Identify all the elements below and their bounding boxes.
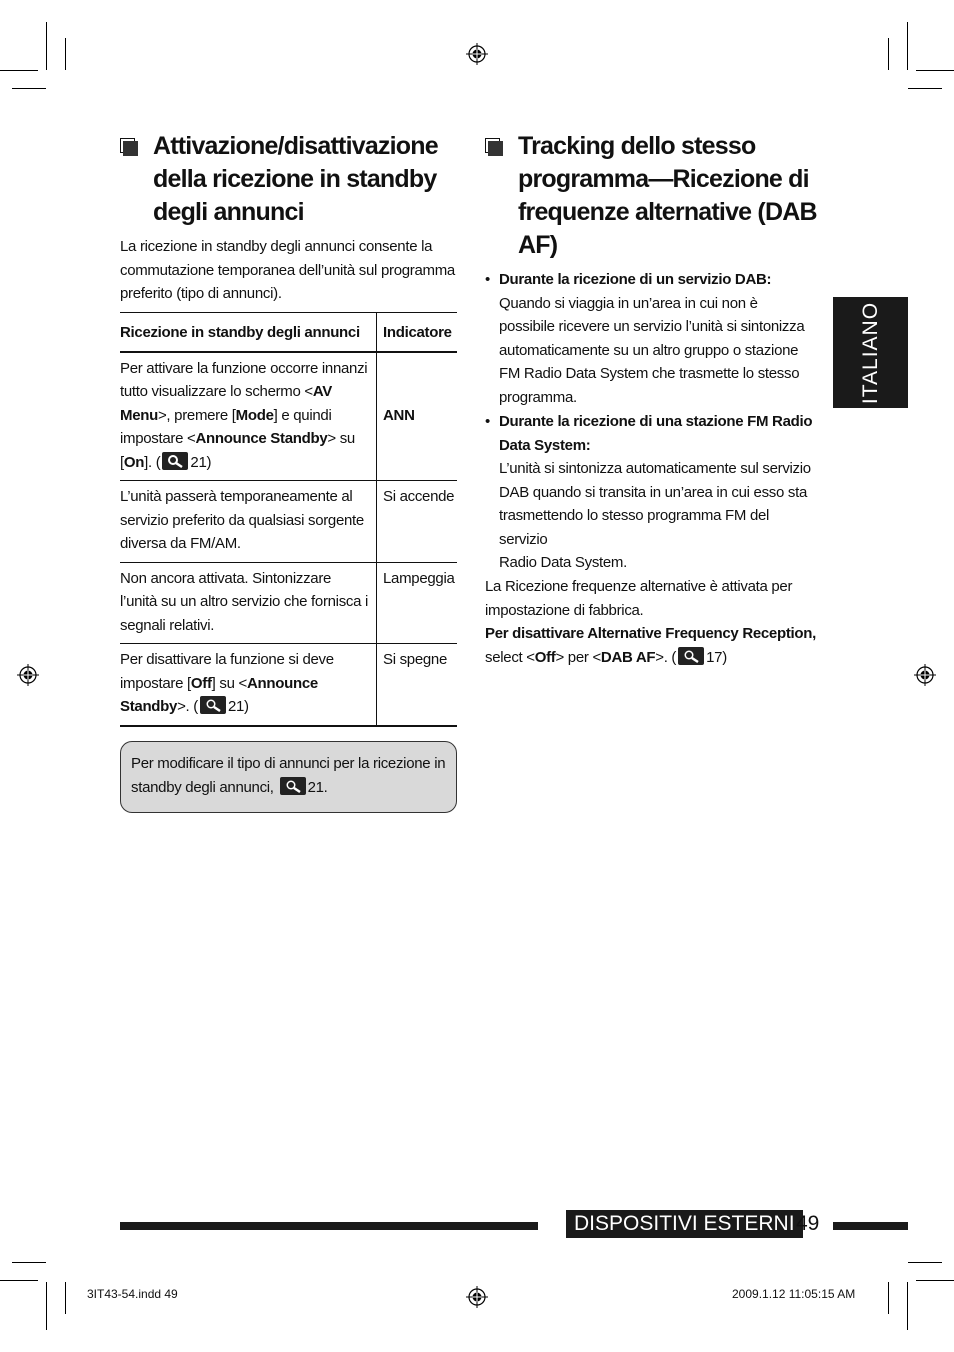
table-cell-indicator: Si accende [383,488,455,505]
disable-af-heading: Per disattivare Alternative Frequency Reception, [485,625,816,642]
footer-rule-left [120,1222,538,1230]
section-square-icon [485,138,503,156]
magnifier-reference-icon [162,452,188,470]
table-header-function: Ricezione in standby degli annunci [120,313,377,352]
footer-section-label: DISPOSITIVI ESTERNI [566,1210,803,1238]
table-header-row [120,313,457,352]
footer-rule-right [833,1222,908,1230]
table-cell-description: Per disattivare la funzione si deve impostare [Off] su <Announce Standby>. ( 21) [120,644,377,726]
magnifier-reference-icon [280,777,306,795]
left-intro-paragraph: La ricezione in standby degli annunci consente la commutazione temporanea dell’unità sul programma preferito (tipo di annunci). [120,238,455,302]
note-box [120,741,457,813]
table-row [120,562,457,644]
disable-af-instruction: select <Off> per <DAB AF>. ( 17) [485,648,727,666]
registration-mark-icon [17,664,39,686]
language-tab-label: ITALIANO [858,301,882,404]
bullet-dot: • [485,271,490,288]
language-side-tab [833,297,908,408]
magnifier-reference-icon [678,647,704,665]
section-square-icon [120,138,138,156]
slug-timestamp: 2009.1.12 11:05:15 AM [732,1287,856,1301]
table-cell-indicator: Si spegne [383,651,448,668]
magnifier-reference-icon [200,696,226,714]
bullet-heading: Durante la ricezione di un servizio DAB: [499,271,772,288]
table-cell-description: Per attivare la funzione occorre innanzi tutto visualizzare lo schermo <AV Menu>, premere [Mode] e quindi impostare <Announce Standby> su [On]. ( 21) [120,352,377,481]
table-row [120,644,457,726]
table-row [120,352,457,481]
left-section-title: Attivazione/disattivazione della ricezione in standby degli annunci [153,132,438,226]
table-cell-description: Non ancora attivata. Sintonizzare l’unità su un altro servizio che fornisca i segnali relativi. [120,562,377,644]
announce-standby-table [120,312,457,727]
right-section-title: Tracking dello stesso programma—Ricezione di frequenze alternative (DAB AF) [518,132,817,259]
registration-mark-icon [466,43,488,65]
page-number: 49 [796,1212,820,1235]
note-text: Per modificare il tipo di annunci per la ricezione in standby degli annunci, [131,755,446,796]
registration-mark-icon [466,1286,488,1308]
table-cell-description: L’unità passerà temporaneamente al servizio preferito da qualsiasi sorgente diversa da FM/AM. [120,481,377,563]
bullet-heading: Durante la ricezione di una stazione FM Radio [499,413,813,430]
table-cell-indicator: Lampeggia [383,569,455,587]
table-cell-indicator: ANN [383,406,415,424]
note-reference: 21. [307,778,328,796]
slug-file-info: 3IT43-54.indd 49 [87,1287,178,1301]
af-default-paragraph: La Ricezione frequenze alternative è attivata per impostazione di fabbrica. Per disattivare Alternative Frequency Reception, select <Off> per <DAB AF>. ( 17) [485,575,825,669]
bullet-dot: • [485,413,490,430]
table-header-indicator: Indicatore [383,324,452,341]
table-row [120,481,457,563]
registration-mark-icon [914,664,936,686]
